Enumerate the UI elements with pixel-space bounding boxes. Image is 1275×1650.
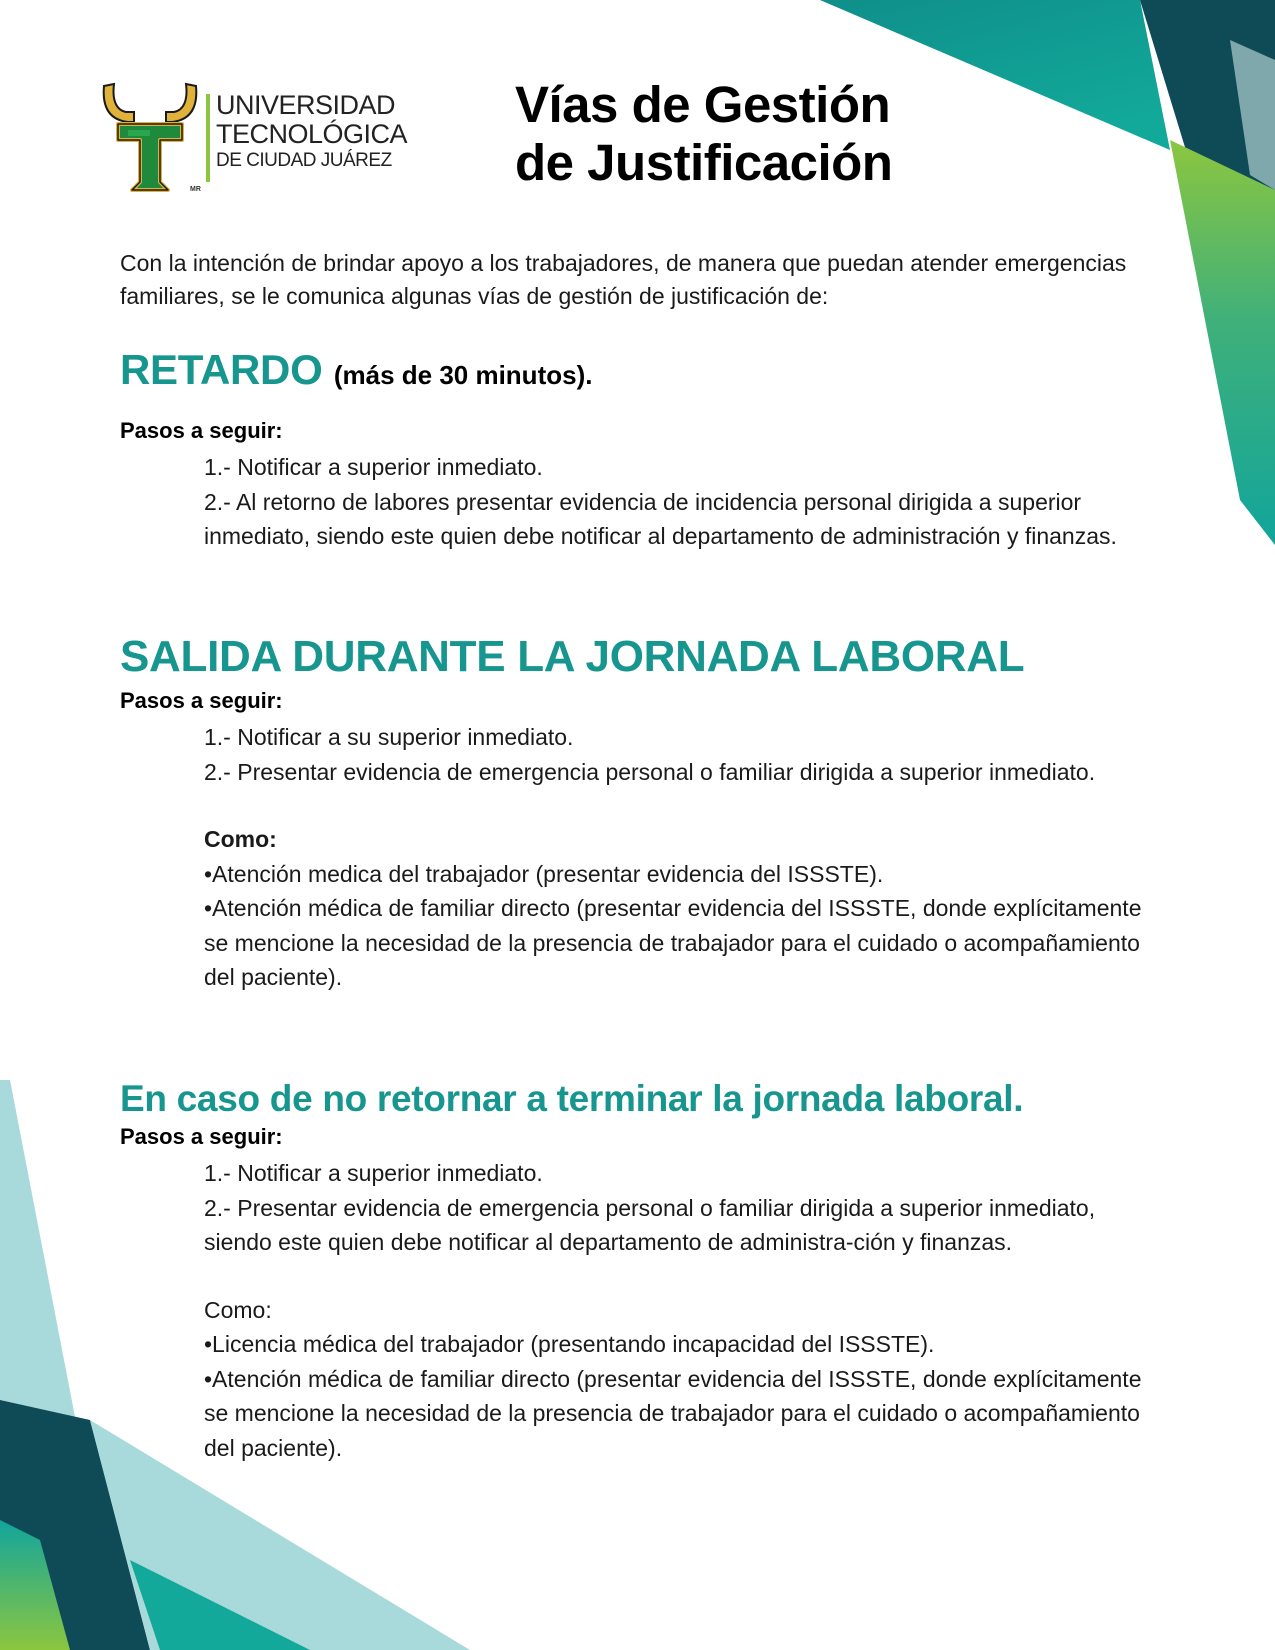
page-title-line2: de Justificación [515,133,893,191]
bullet-salida-1: •Atención medica del trabajador (presentar evidencia del ISSSTE). [204,860,884,887]
university-name [216,92,407,170]
como-label-no-retornar: Como: [204,1296,272,1323]
bullet-no-retornar-2: •Atención médica de familiar directo (presentar evidencia del ISSSTE, donde explícitamente se mencione la necesidad de la presencia de trabajador para el cuidado o acompañamiento del paciente). [204,1365,1142,1461]
steps-list-retardo [204,450,1164,554]
steps-list-no-retornar [204,1156,1164,1465]
university-name-line2: TECNOLÓGICA [216,119,408,149]
step-retardo-2: 2.- Al retorno de labores presentar evidencia de incidencia personal dirigida a superior inmediato, siendo este quien debe notificar al departamento de administración y finanzas. [204,488,1117,549]
bullet-salida-2: •Atención médica de familiar directo (presentar evidencia del ISSSTE, donde explícitamente se mencione la necesidad de la presencia de trabajador para el cuidado o acompañamiento del paciente). [204,895,1142,990]
step-salida-1: 1.- Notificar a su superior inmediato. [204,724,574,750]
steps-label-salida: Pasos a seguir: [120,688,283,713]
como-label-salida: Como: [204,826,277,852]
section-heading-retardo-title: RETARDO [120,346,323,393]
page-title-line1: Vías de Gestión [515,76,891,133]
page-title [515,76,892,191]
university-name-line3: DE CIUDAD JUÁREZ [216,150,392,171]
university-logo-icon [100,78,200,198]
step-no-retornar-1: 1.- Notificar a superior inmediato. [204,1160,543,1186]
logo-divider-bar [206,94,210,182]
section-heading-retardo-subtitle: (más de 30 minutos). [333,360,593,390]
section-heading-retardo [120,346,592,394]
step-no-retornar-2: 2.- Presentar evidencia de emergencia personal o familiar dirigida a superior inmediato, siendo este quien debe notificar al departamento de administra-ción y finanzas. [204,1194,1096,1255]
step-salida-2: 2.- Presentar evidencia de emergencia personal o familiar dirigida a superior inmediato. [204,758,1096,785]
logo-registered-mark: MR [190,186,201,193]
section-heading-salida: SALIDA DURANTE LA JORNADA LABORAL [120,632,1025,681]
section-heading-no-retornar: En caso de no retornar a terminar la jornada laboral. [120,1078,1024,1119]
university-name-line1: UNIVERSIDAD [216,90,396,120]
bullet-no-retornar-1: •Licencia médica del trabajador (presentando incapacidad del ISSSTE). [204,1331,935,1357]
steps-label-no-retornar: Pasos a seguir: [120,1124,283,1149]
intro-paragraph: Con la intención de brindar apoyo a los trabajadores, de manera que puedan atender emergencias familiares, se le comunica algunas vías de gestión de justificación de: [120,250,1127,310]
step-retardo-1: 1.- Notificar a superior inmediato. [204,454,543,480]
steps-list-salida [204,720,1164,995]
steps-label-retardo: Pasos a seguir: [120,418,283,443]
